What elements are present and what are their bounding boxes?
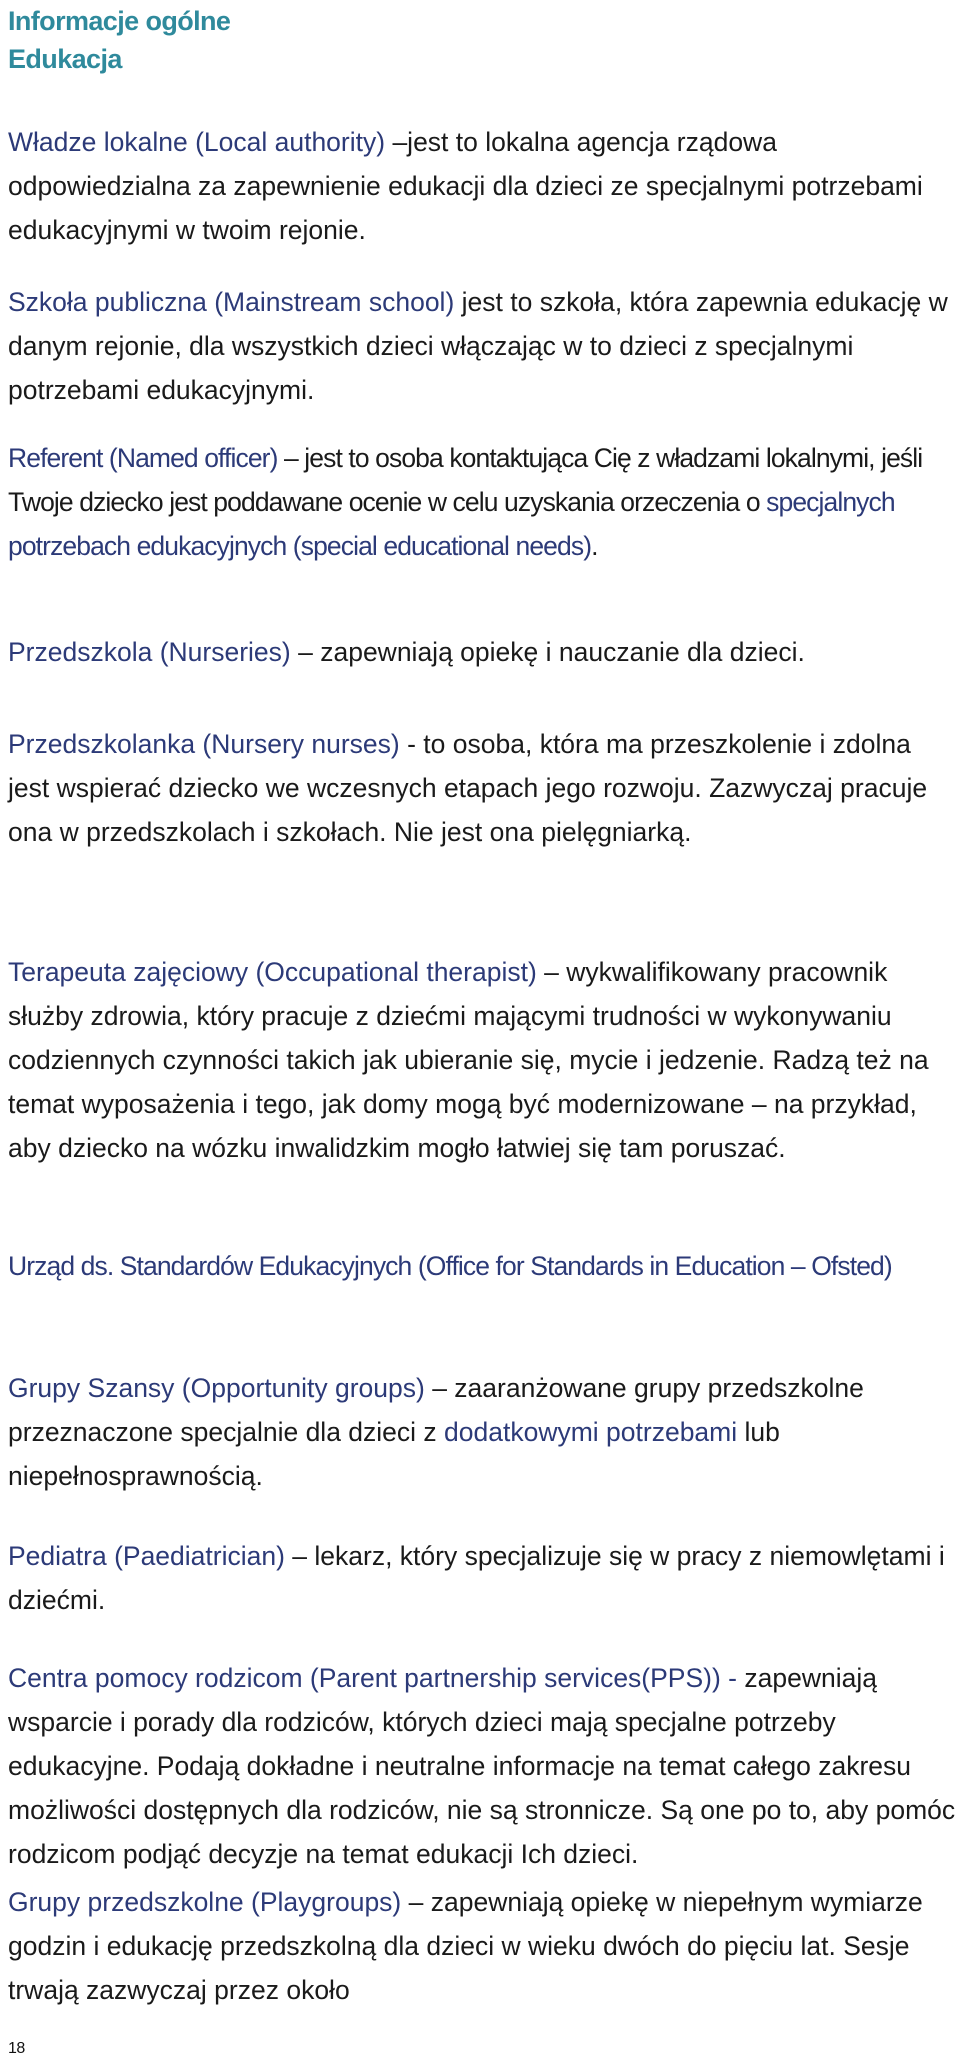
definition-tail: .: [591, 531, 598, 561]
glossary-entry-named-officer: [8, 436, 956, 568]
term-label: Szkoła publiczna (Mainstream school): [8, 287, 455, 317]
term-label: Referent (Named officer): [8, 443, 278, 473]
term-label: Grupy Szansy (Opportunity groups): [8, 1373, 425, 1403]
definition-text: - to osoba, która ma przeszkolenie i zdolna jest wspierać dziecko we wczesnych etapach jego rozwoju. Zazwyczaj pracuje ona w przedszkolach i szkołach. Nie jest ona pielęgniarką.: [8, 729, 928, 847]
glossary-entry-occupational-therapist: [8, 950, 956, 1170]
page-header: [8, 2, 230, 78]
glossary-entry-opportunity-groups: [8, 1366, 956, 1498]
term-label: Przedszkolanka (Nursery nurses): [8, 729, 400, 759]
definition-text: – lekarz, który specjalizuje się w pracy z niemowlętami i dziećmi.: [8, 1541, 945, 1615]
glossary-entry-nurseries: [8, 630, 956, 674]
term-label: Pediatra (Paediatrician): [8, 1541, 285, 1571]
definition-text: – jest to osoba kontaktująca Cię z władzami lokalnymi, jeśli Twoje dziecko jest poddawane ocenie w celu uzyskania orzeczenia o: [8, 443, 923, 517]
glossary-entry-playgroups: [8, 1880, 956, 2012]
definition-text: – zaaranżowane grupy przedszkolne przeznaczone specjalnie dla dzieci z: [8, 1373, 864, 1447]
glossary-entry-mainstream-school: [8, 280, 956, 412]
glossary-entry-local-authority: [8, 120, 956, 252]
highlighted-text: specjalnych potrzebach edukacyjnych (special educational needs): [8, 487, 895, 561]
section-title: Informacje ogólne: [8, 6, 231, 36]
term-label: Władze lokalne (Local authority): [8, 127, 386, 157]
term-label: Centra pomocy rodzicom (Parent partnership services(PPS)) -: [8, 1663, 737, 1693]
term-label: Przedszkola (Nurseries): [8, 637, 291, 667]
definition-text: jest to szkoła, która zapewnia edukację w danym rejonie, dla wszystkich dzieci włączając w to dzieci z specjalnymi potrzebami edukacyjnymi.: [8, 287, 948, 405]
definition-text: – wykwalifikowany pracownik służby zdrowia, który pracuje z dziećmi mającymi trudności w wykonywaniu codziennych czynności takich jak ubieranie się, mycie i jedzenie. Radzą też na temat wyposażenia i tego, jak domy mogą być modernizowane – na przykład, aby dziecko na wózku inwalidzkim mogło łatwiej się tam poruszać.: [8, 957, 929, 1163]
definition-text: – zapewniają opiekę w niepełnym wymiarze godzin i edukację przedszkolną dla dzieci w wieku dwóch do pięciu lat. Sesje trwają zazwyczaj przez około: [8, 1887, 923, 2005]
glossary-entry-ofsted: [8, 1244, 956, 1288]
glossary-entry-parent-partnership: [8, 1656, 956, 1876]
highlighted-text: dodatkowymi potrzebami: [444, 1417, 738, 1447]
glossary-entry-nursery-nurses: [8, 722, 956, 854]
glossary-entry-paediatrician: [8, 1534, 956, 1622]
term-label: Terapeuta zajęciowy (Occupational therapist): [8, 957, 537, 987]
term-label: Urząd ds. Standardów Edukacyjnych (Office for Standards in Education – Ofsted): [8, 1251, 892, 1281]
definition-text: –jest to lokalna agencja rządowa odpowiedzialna za zapewnienie edukacji dla dzieci ze specjalnymi potrzebami edukacyjnymi w twoim rejonie.: [8, 127, 923, 245]
definition-tail: lub niepełnosprawnością.: [8, 1417, 780, 1491]
definition-text: zapewniają wsparcie i porady dla rodziców, których dzieci mają specjalne potrzeby edukacyjne. Podają dokładne i neutralne informacje na temat całego zakresu możliwości dostępnych dla rodziców, nie są stronnicze. Są one po to, aby pomóc rodzicom podjąć decyzje na temat edukacji Ich dzieci.: [8, 1663, 956, 1869]
subsection-title: Edukacja: [8, 44, 122, 74]
term-label: Grupy przedszkolne (Playgroups): [8, 1887, 402, 1917]
definition-text: – zapewniają opiekę i nauczanie dla dzieci.: [290, 637, 805, 667]
page-number: 18: [8, 2040, 25, 2057]
